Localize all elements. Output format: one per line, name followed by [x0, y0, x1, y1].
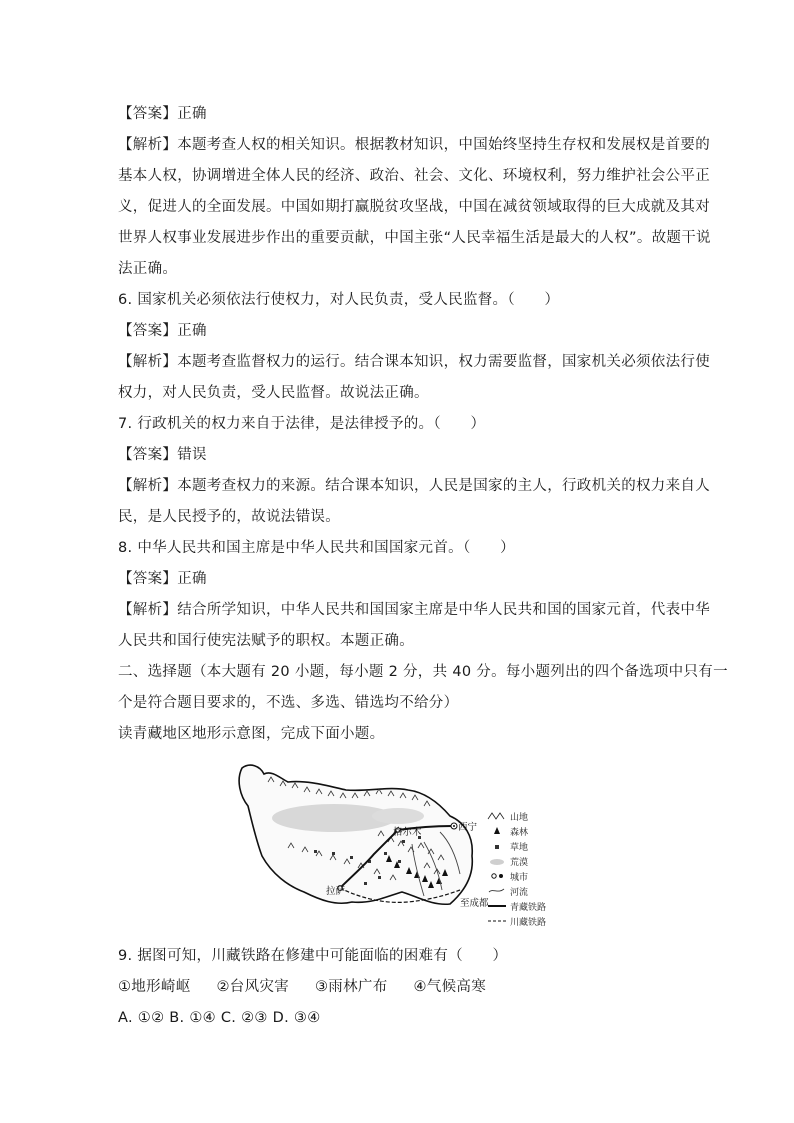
question-8: 8. 中华人民共和国主席是中华人民共和国国家元首。（ ）	[118, 540, 515, 556]
analysis-line: 【解析】结合所学知识，中华人民共和国国家主席是中华人民共和国的国家元首，代表中华	[118, 602, 710, 618]
grassland-icon	[495, 845, 499, 849]
answer-line: 【答案】正确	[118, 571, 207, 587]
analysis-line: 【解析】本题考查权力的来源。结合课本知识，人民是国家的主人，行政机关的权力来自人	[118, 478, 710, 494]
legend-label: 城市	[510, 873, 529, 883]
mountain-icon	[488, 813, 504, 819]
desert-icon	[490, 859, 504, 865]
legend-label: 川藏铁路	[510, 918, 547, 928]
label-chengdu: 至成都	[460, 898, 489, 909]
analysis-line: 法正确。	[118, 261, 178, 277]
item: ③雨林广布	[315, 979, 388, 995]
section-heading: 个是符合题目要求的，不选、多选、错选均不给分）	[118, 695, 459, 711]
analysis-line: 基本人权，协调增进全体人民的经济、政治、社会、文化、环境权利，努力维护社会公平正	[118, 168, 710, 184]
analysis-line: 世界人权事业发展进步作出的重要贡献，中国主张“人民幸福生活是最大的人权”。故题干说	[118, 230, 711, 246]
legend-label: 山地	[510, 813, 529, 823]
label-geermu: 格尔木	[393, 827, 422, 838]
qingzang-terrain-map	[228, 756, 568, 928]
legend-label: 河流	[510, 888, 529, 898]
analysis-line: 【解析】本题考查人权的相关知识。根据教材知识，中国始终坚持生存权和发展权是首要的	[118, 137, 710, 153]
analysis-line: 权力，对人民负责，受人民监督。故说法正确。	[118, 385, 429, 401]
city-icon	[492, 874, 496, 878]
label-xining: 西宁	[458, 822, 478, 833]
answer-line: 【答案】错误	[118, 447, 207, 463]
map-legend	[488, 811, 546, 928]
forest-icon	[494, 827, 500, 834]
label-lhasa: 拉萨	[326, 886, 346, 897]
analysis-line: 【解析】本题考查监督权力的运行。结合课本知识，权力需要监督，国家机关必须依法行使	[118, 354, 710, 370]
map-intro: 读青藏地区地形示意图，完成下面小题。	[118, 726, 385, 742]
legend-label: 青藏铁路	[510, 903, 547, 913]
analysis-line: 义，促进人的全面发展。中国如期打赢脱贫攻坚战，中国在减贫领域取得的巨大成就及其对	[118, 199, 710, 215]
legend-label: 森林	[510, 828, 529, 838]
answer-line: 【答案】正确	[118, 106, 207, 122]
section-heading: 二、选择题（本大题有 20 小题，每小题 2 分，共 40 分。每小题列出的四个备选项中只有一	[118, 664, 728, 680]
answer-line: 【答案】正确	[118, 323, 207, 339]
question-9: 9. 据图可知，川藏铁路在修建中可能面临的困难有（ ）	[118, 948, 508, 964]
item: ①地形崎岖	[118, 979, 191, 995]
desert-area	[372, 808, 424, 824]
question-9-items	[118, 977, 486, 997]
question-7: 7. 行政机关的权力来自于法律，是法律授予的。（ ）	[118, 416, 486, 432]
analysis-line: 民，是人民授予的，故说法错误。	[118, 509, 340, 525]
legend-label: 草地	[510, 843, 529, 853]
legend-label: 荒漠	[510, 858, 529, 868]
question-6: 6. 国家机关必须依法行使权力，对人民负责，受人民监督。（ ）	[118, 292, 560, 308]
river-icon	[489, 889, 504, 892]
question-9-options: A. ①② B. ①④ C. ②③ D. ③④	[118, 1010, 321, 1026]
item: ④气候高寒	[413, 979, 486, 995]
analysis-line: 人民共和国行使宪法赋予的职权。本题正确。	[118, 633, 414, 649]
item: ②台风灾害	[216, 979, 289, 995]
